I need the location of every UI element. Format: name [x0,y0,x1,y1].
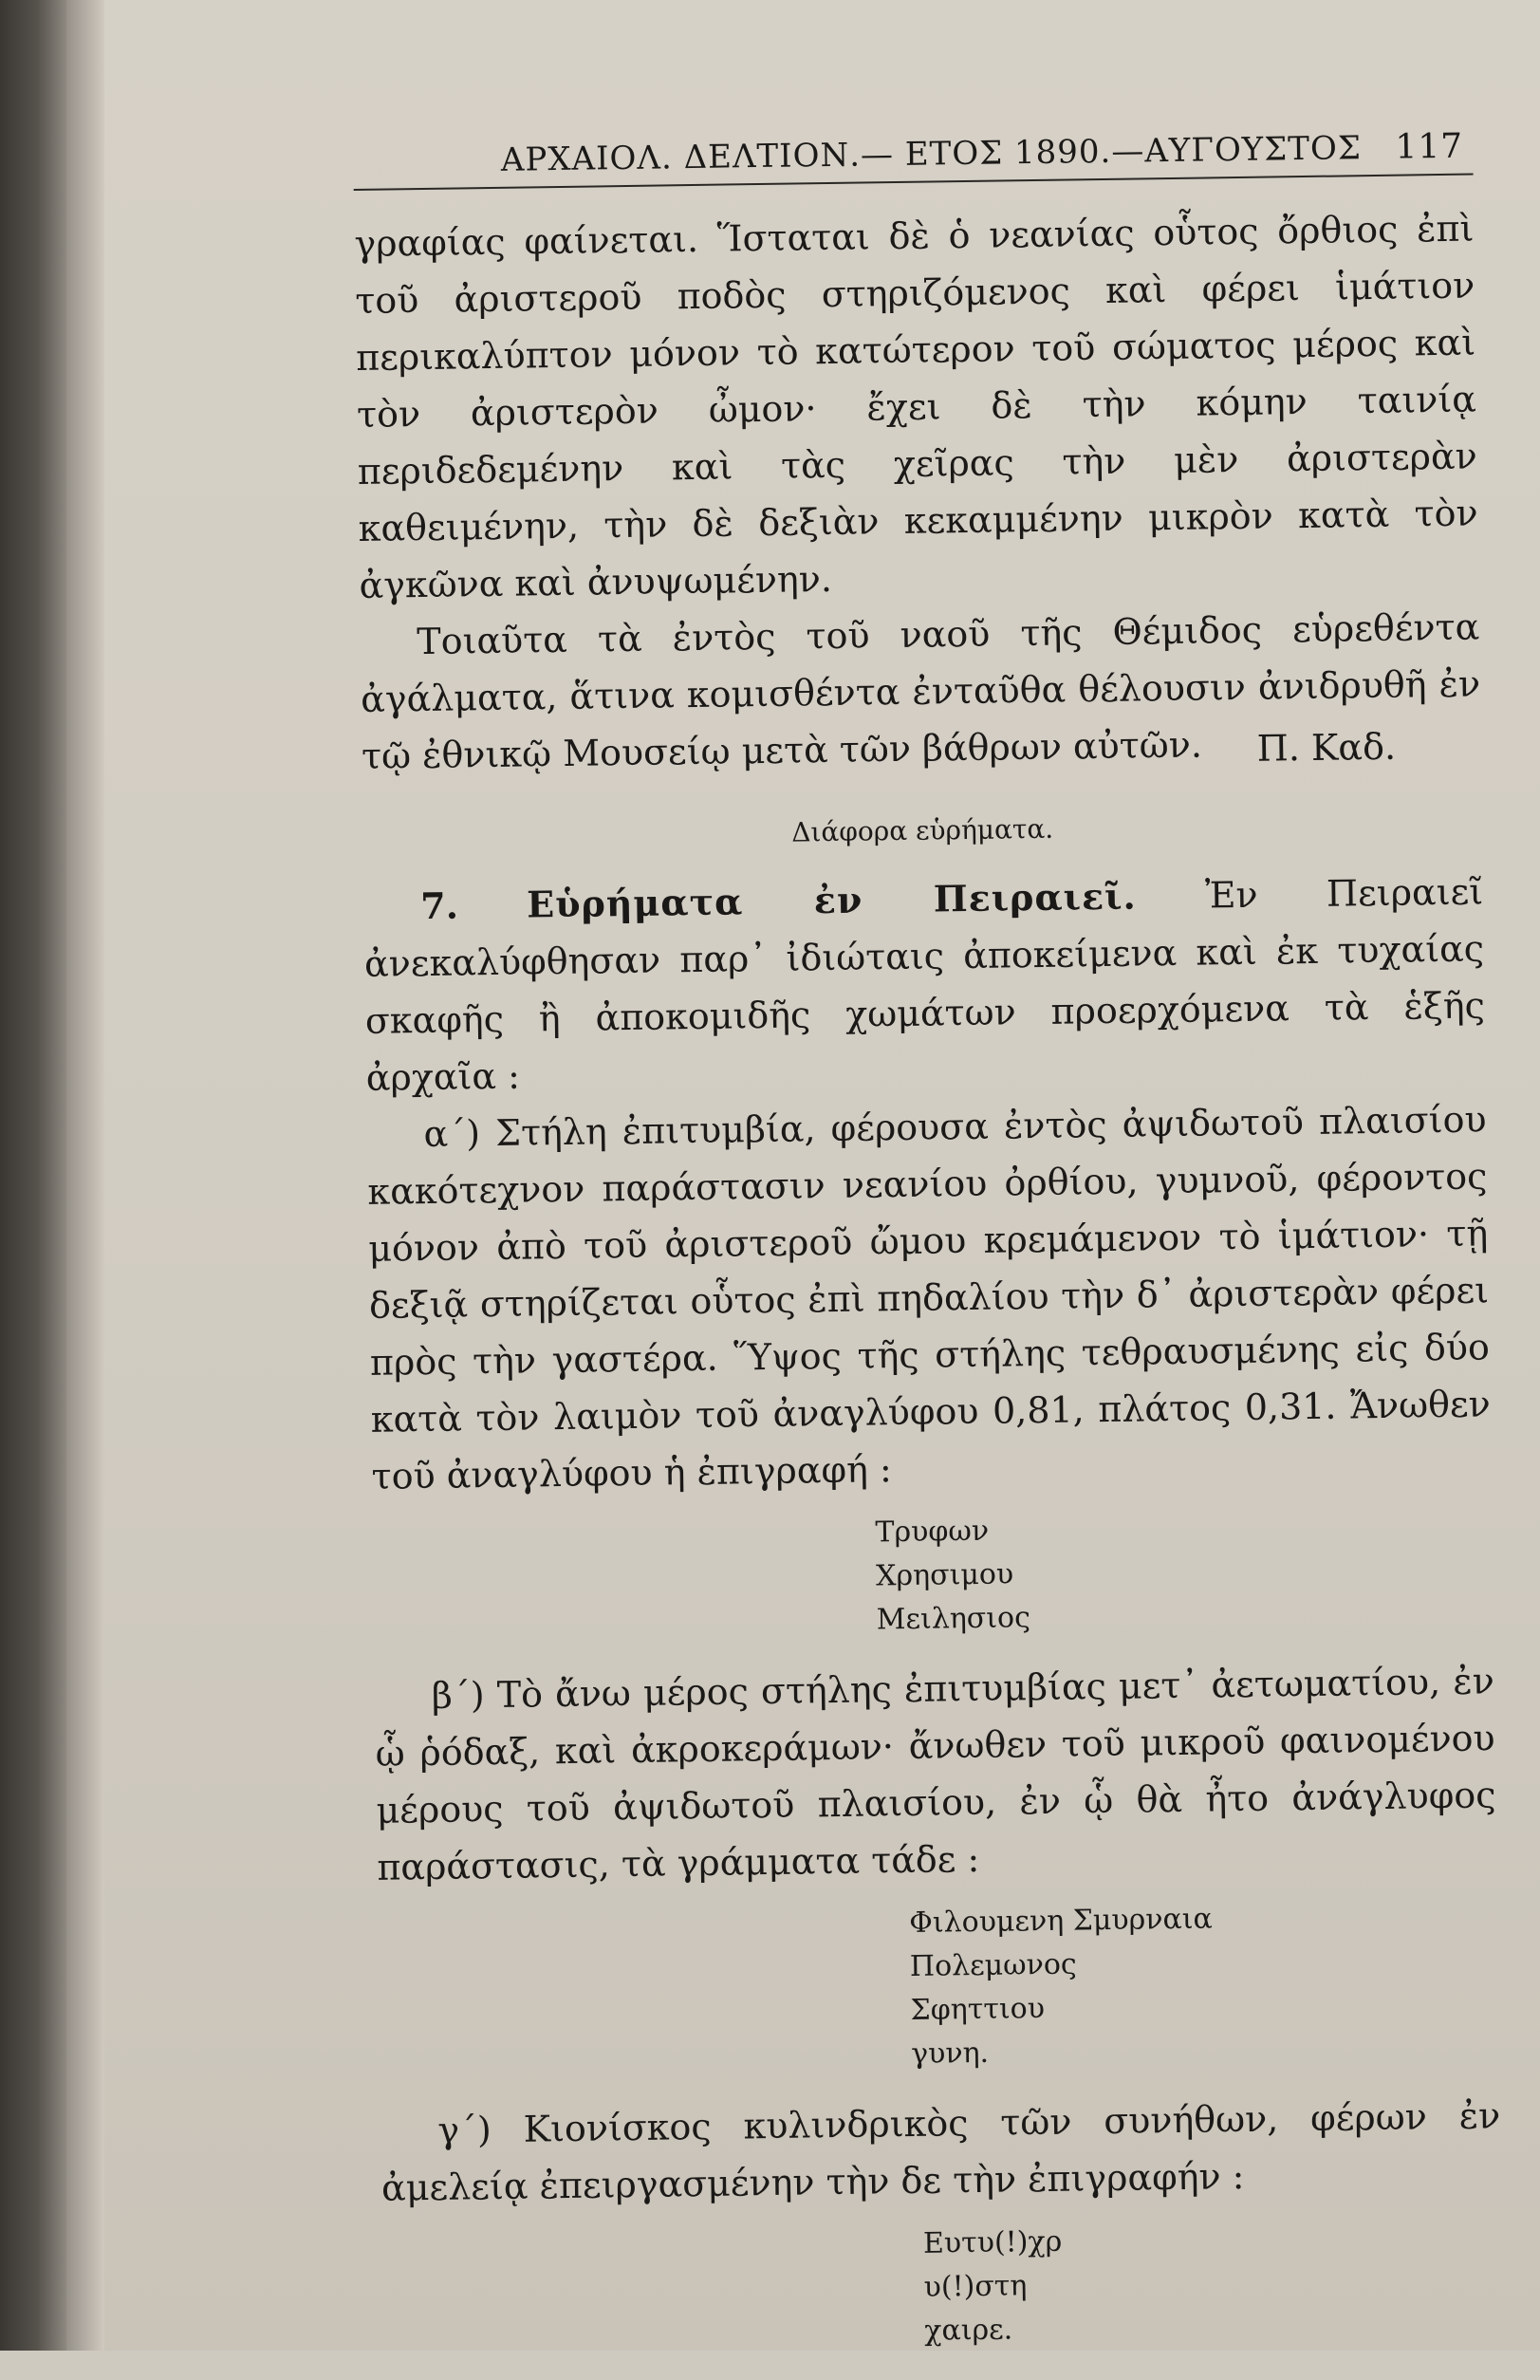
inscription-line: Χρησιμου [875,1557,1014,1593]
inscription-line: Μειλησιος [876,1601,1031,1637]
inscription-b [378,1893,1499,2083]
inscription-line: Φιλουμενη Σμυρναια [909,1902,1214,1940]
inscription-line: Πολεμωνος [909,1947,1077,1983]
gutter-shadow [66,0,104,2351]
item-intro: Ἐν Πειραιεῖ ἀνεκαλύφθησαν παρ᾽ ἰδιώταις ἀποκείμενα καὶ ἐκ τυχαίας σκαφῆς ἢ ἀποκομιδῆς χωμάτων προερχόμενα τὰ ἑξῆς ἀρχαῖα : [363,870,1486,1099]
inscription-line: Σφηττιου [910,1992,1046,2027]
running-head-title: ΑΡΧΑΙΟΛ. ΔΕΛΤΙΟΝ.— ΕΤΟΣ 1890.—ΑΥΓΟΥΣΤΟΣ [500,129,1363,179]
paragraph-statues: Τοιαῦτα τὰ ἐντὸς τοῦ ναοῦ τῆς Θέμιδος εὑρεθέντα ἀγάλματα, ἅτινα κομισθέντα ἐνταῦθα θέλουσιν ἀνιδρυθῆ ἐν τῷ ἐθνικῷ Μουσείῳ μετὰ τῶν βάθρων αὐτῶν. [360,605,1481,777]
book-gutter [0,0,66,2351]
book-page [104,0,1540,2351]
inscription-line: υ(!)στη [923,2269,1028,2304]
entry-a: α´) Στήλη ἐπιτυμβία, φέρουσα ἐντὸς ἀψιδωτοῦ πλαισίου κακότεχνον παράστασιν νεανίου ὀρθίου, γυμνοῦ, φέροντος μόνον ἀπὸ τοῦ ἀριστεροῦ ὤμου κρεμάμενον τὸ ἱμάτιον· τῇ δεξιᾷ στηρίζεται οὗτος ἐπὶ πηδαλίου τὴν δ᾽ ἀριστερὰν φέρει πρὸς τὴν γαστέρα. Ὕψος τῆς στήλης τεθραυσμένης εἰς δύο κατὰ τὸν λαιμὸν τοῦ ἀναγλύφου 0,81, πλάτος 0,31. Ἄνωθεν τοῦ ἀναγλύφου ἡ ἐπιγραφή : [367,1098,1491,1497]
author-signature: Π. Καδ. [1256,725,1397,770]
inscription-line: γυνη. [910,2036,990,2071]
item-number: 7. [419,883,459,928]
page-number: 117 [1395,126,1464,167]
item-title: Εὑρήματα ἐν Πειραιεῖ. [526,874,1138,926]
inscription-line: χαιρε. [924,2313,1013,2348]
inscription-a [372,1502,1494,1648]
inscription-line: Ευτυ(!)χρ [922,2224,1063,2260]
item-7-paragraph [363,863,1486,1106]
running-head [353,127,1474,191]
section-heading: Διάφορα εὑρήματα. [790,812,1054,848]
entry-b: β´) Τὸ ἄνω μέρος στήλης ἐπιτυμβίας μετ᾽ ἀετωματίου, ἐν ᾧ ῥόδαξ, καὶ ἀκροκεράμων· ἄνωθεν τοῦ μικροῦ φαινομένου μέρους τοῦ ἀψιδωτοῦ πλαισίου, ἐν ᾧ θὰ ἦτο ἀνάγλυφος παράστασις, τὰ γράμματα τάδε : [375,1660,1496,1888]
entry-c: γ´) Κιονίσκος κυλινδρικὸς τῶν συνήθων, φέρων ἐν ἀμελείᾳ ἐπειργασμένην τὴν δε τὴν ἐπιγραφήν : [380,2094,1501,2209]
page-content [353,127,1504,2380]
inscription-c [382,2214,1504,2360]
inscription-line: Τρυφων [875,1514,990,1550]
paragraph-continuation: γραφίας φαίνεται. Ἵσταται δὲ ὁ νεανίας οὗτος ὄρθιος ἐπὶ τοῦ ἀριστεροῦ ποδὸς στηριζόμενος καὶ φέρει ἱμάτιον περικαλύπτον μόνον τὸ κατώτερον τοῦ σώματος μέρος καὶ τὸν ἀριστερὸν ὦμον· ἔχει δὲ τὴν κόμην ταινίᾳ περιδεδεμένην καὶ τὰς χεῖρας τὴν μὲν ἀριστερὰν καθειμένην, τὴν δὲ δεξιὰν κεκαμμένην μικρὸν κατὰ τὸν ἀγκῶνα καὶ ἀνυψωμένην. [354,207,1478,606]
